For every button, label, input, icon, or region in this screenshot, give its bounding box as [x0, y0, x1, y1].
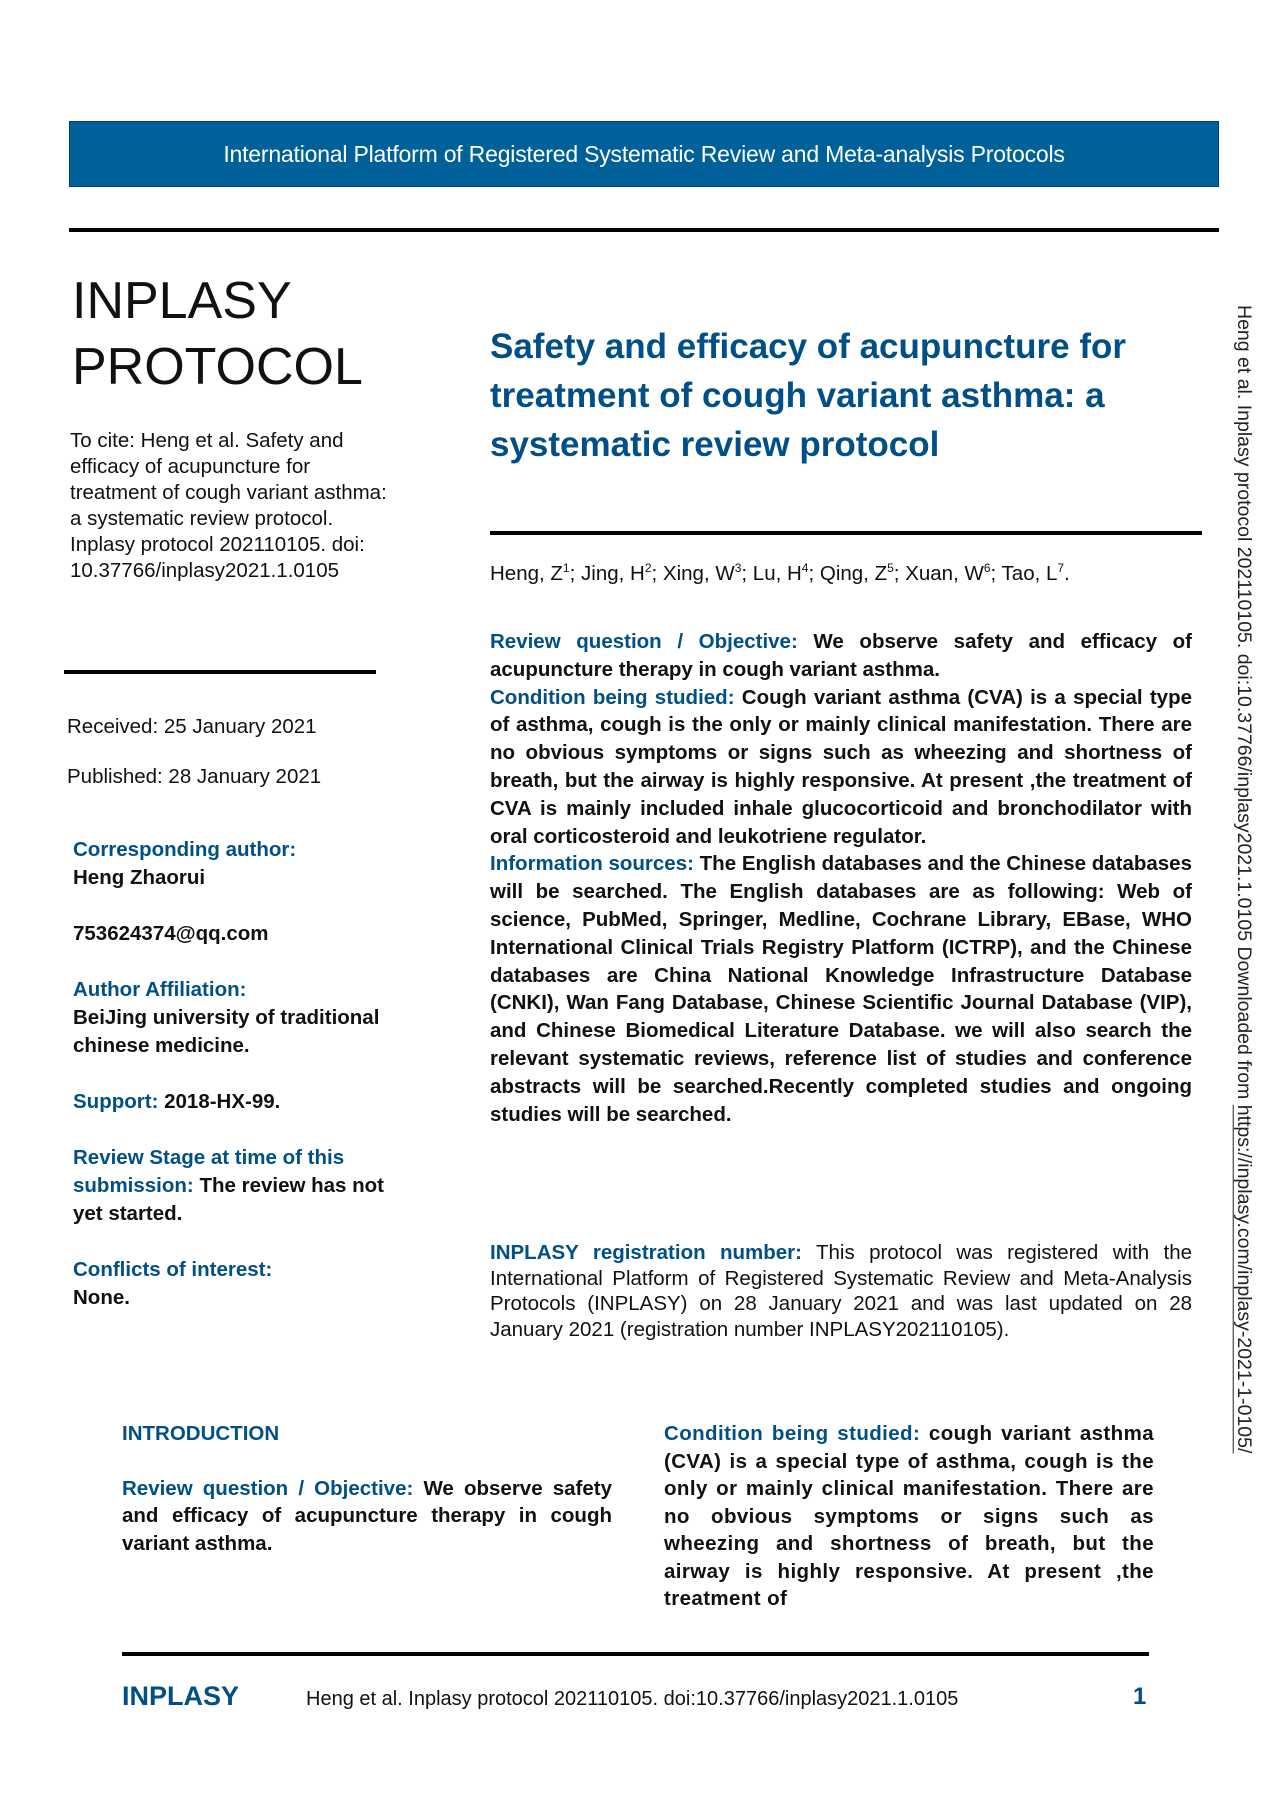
registration-label: INPLASY registration number:: [490, 1241, 802, 1264]
author: Lu, $H^4$;: [752, 561, 820, 585]
received-date: Received: 25 January 2021: [67, 715, 317, 738]
abstract-sources: Information sources: The English databases and the Chinese databases will be searched. The English databases are as following: Web of science, PubMed, Springer, Medline, Cochrane Library, EBase, WHO International Clinical Trials Registry Platform (ICTRP), and the Chinese databases are China National Knowledge Infrastructure Database (CNKI), Wan Fang Database, Chinese Scientific Journal Database (VIP), and Chinese Biomedical Literature Database. we will also search the relevant systematic reviews, reference list of studies and conference abstracts will be searched.Recently completed studies and ongoing studies will be searched.: [490, 852, 1192, 1126]
platform-banner: [69, 121, 1219, 187]
registration-info: [490, 1240, 1192, 1342]
corresponding-label: Corresponding author:: [73, 838, 297, 861]
published-date: Published: 28 January 2021: [67, 765, 322, 788]
author-affiliation: [73, 976, 413, 1060]
intro-objective: Review question / Objective: We observe safety and efficacy of acupuncture therapy in cough variant asthma.: [122, 1476, 612, 1555]
intro-condition-text: cough variant asthma (CVA) is a special type of asthma, cough is the only or mainly clinical manifestation. There are no obvious symptoms or signs such as wheezing and shortness of breath, but the airway is highly responsive. At present ,the treatment of: [664, 1422, 1155, 1610]
registration-text: This protocol was registered with the International Platform of Registered Systematic Review and Meta-Analysis Protocols (INPLASY) on 28 January 2021 and was last updated on 28 January 2021 (registration number INPLASY202110105).: [490, 1241, 1193, 1341]
protocol-heading: [72, 268, 363, 400]
footer-rule: [122, 1652, 1149, 1656]
introduction-left-column: [122, 1420, 612, 1557]
abstract-condition: Condition being studied: Cough variant asthma (CVA) is a special type of asthma, cough is the only or mainly clinical manifestation. There are no obvious symptoms or signs such as wheezing and shortness of breath, but the airway is highly responsive. At present ,the treatment of CVA is mainly included inhale glucocorticoid and bronchodilator with oral corticosteroid and leukotriene regulator.: [490, 685, 1192, 848]
author-list: [490, 562, 1070, 586]
author: Heng, $Z^1$;: [490, 561, 582, 585]
stage-label: Review Stage at time of this submission:: [73, 1146, 345, 1197]
page-number: 1: [1133, 1683, 1147, 1710]
corresponding-name: Heng Zhaorui: [73, 866, 206, 889]
abstract: [490, 628, 1192, 1128]
download-link[interactable]: https://inplasy.com/inplasy-2021-1-0105/: [1233, 1104, 1255, 1454]
conflicts-label: Conflicts of interest:: [73, 1258, 273, 1281]
abstract-objective: Review question / Objective: We observe safety and efficacy of acupuncture therapy in cough variant asthma.: [490, 630, 1192, 681]
intro-condition-label: Condition being studied:: [664, 1422, 921, 1445]
author: Xing, $W^3$;: [662, 561, 753, 585]
heading-line-1: INPLASY: [72, 272, 292, 330]
support-info: [73, 1088, 413, 1116]
introduction-heading: INTRODUCTION: [122, 1422, 280, 1445]
author-email: 753624374@qq.com: [73, 922, 269, 945]
paper-title: Safety and efficacy of acupuncture for treatment of cough variant asthma: a systematic review protocol: [490, 327, 1126, 464]
stage-value: The review has not yet started.: [73, 1174, 385, 1225]
author: Jing, $H^2$;: [581, 561, 663, 585]
conflicts-of-interest: [73, 1256, 413, 1312]
heading-line-2: PROTOCOL: [72, 338, 363, 396]
support-value: 2018-HX-99.: [164, 1090, 281, 1113]
download-notice: [1232, 305, 1255, 1453]
title-rule: [490, 531, 1202, 535]
support-label: Support:: [73, 1090, 159, 1113]
footer-brand: INPLASY: [122, 1681, 240, 1711]
left-divider: [64, 670, 376, 674]
affiliation-label: Author Affiliation:: [73, 978, 247, 1001]
review-stage: [73, 1144, 413, 1228]
affiliation-value: BeiJing university of traditional chinese medicine.: [73, 1006, 380, 1057]
download-notice-text: Heng et al. Inplasy protocol 202110105. doi:10.37766/inplasy2021.1.0105 Downloaded from: [1233, 305, 1255, 1105]
citation-block: To cite: Heng et al. Safety and efficacy of acupuncture for treatment of cough variant asthma: a systematic review protocol. Inplasy protocol 202110105. doi: 10.37766/inplasy2021.1.0105: [70, 429, 387, 582]
author: Qing, $Z^5$;: [819, 561, 906, 585]
author: Tao, $L^7$.: [1001, 561, 1070, 585]
corresponding-author: [73, 836, 413, 892]
footer-citation: Heng et al. Inplasy protocol 202110105. doi:10.37766/inplasy2021.1.0105: [306, 1688, 959, 1710]
author: Xuan, $W^6$;: [905, 561, 1002, 585]
conflicts-value: None.: [73, 1286, 130, 1309]
introduction-right-column: [664, 1420, 1154, 1613]
banner-text: International Platform of Registered Systematic Review and Meta-analysis Protocols: [223, 140, 1065, 167]
top-rule: [69, 228, 1219, 232]
